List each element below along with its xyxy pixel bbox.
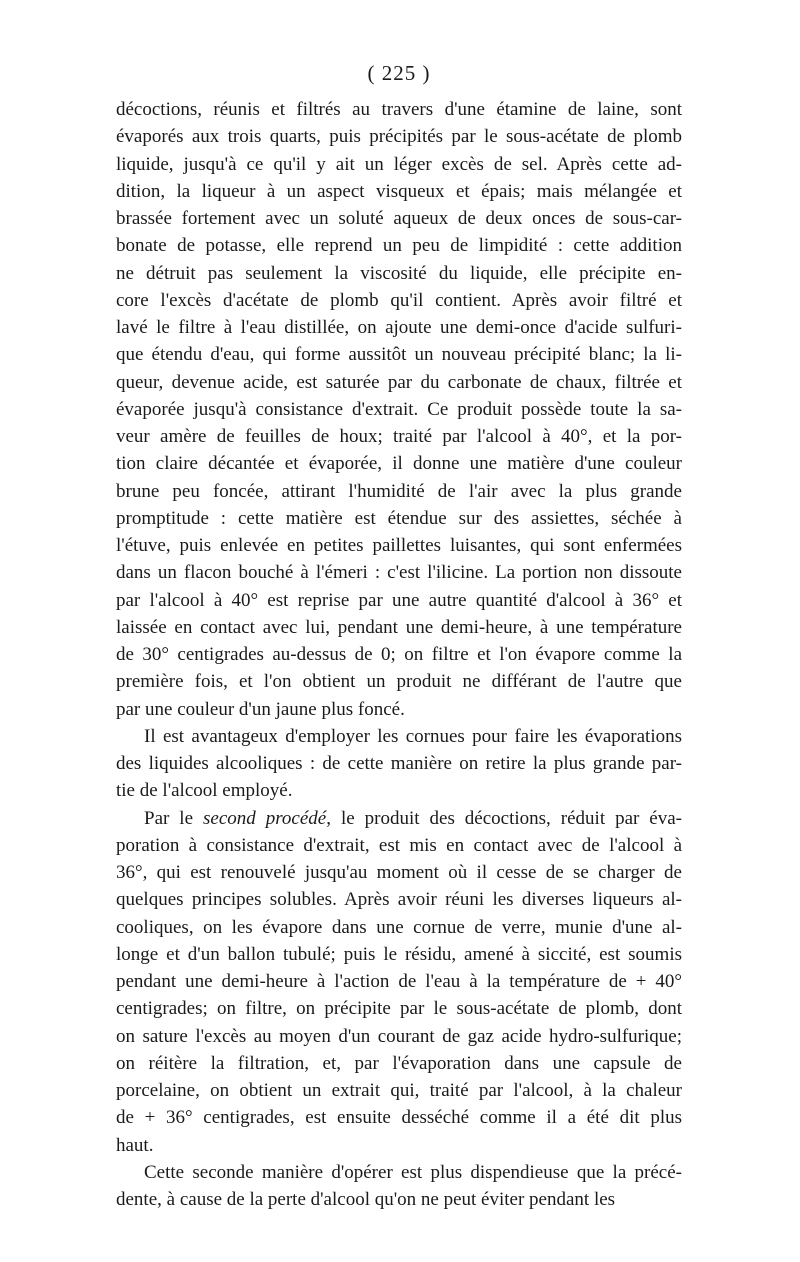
- paragraph: [116, 723, 682, 805]
- text-line: des liquides alcooliques : de cette manière on retire la plus grande par-: [116, 753, 682, 774]
- text-line: évaporée jusqu'à consistance d'extrait. Ce produit possède toute la sa-: [116, 398, 682, 420]
- text-line: lavé le filtre à l'eau distillée, on ajoute une demi-once d'acide sulfuri-: [116, 317, 682, 338]
- text-line: centigrades; on filtre, on précipite par le sous-acétate de plomb, dont: [116, 998, 682, 1020]
- text-line: core l'excès d'acétate de plomb qu'il contient. Après avoir filtré et: [116, 289, 682, 311]
- text-line: brune peu foncée, attirant l'humidité de l'air avec la plus grande: [116, 480, 682, 502]
- text-line: évaporés aux trois quarts, puis précipités par le sous-acétate de plomb: [116, 126, 682, 148]
- paragraph: [116, 1159, 682, 1214]
- text-line: Par le second procédé, le produit des décoctions, réduit par éva-: [144, 807, 683, 829]
- text-line: dition, la liqueur à un aspect visqueux et épais; mais mélangée et: [116, 180, 682, 202]
- text-line: on sature l'excès au moyen d'un courant de gaz acide hydro-sulfurique;: [116, 1025, 682, 1047]
- text-line: bonate de potasse, elle reprend un peu de limpidité : cette addition: [116, 235, 682, 257]
- text-line: de 30° centigrades au-dessus de 0; on filtre et l'on évapore comme la: [116, 644, 682, 665]
- text-line: de + 36° centigrades, est ensuite desséché comme il a été dit plus: [116, 1107, 682, 1129]
- text-line: l'étuve, puis enlevée en petites paillettes luisantes, qui sont enfermées: [116, 535, 682, 556]
- text-line: laissée en contact avec lui, pendant une demi-heure, à une température: [116, 616, 682, 638]
- text-line: Il est avantageux d'employer les cornues pour faire les évaporations: [144, 725, 682, 747]
- text-line: par une couleur d'un jaune plus foncé.: [116, 698, 405, 720]
- body-text: [116, 96, 682, 1213]
- text-line: Cette seconde manière d'opérer est plus dispendieuse que la précé-: [144, 1161, 682, 1183]
- text-line: liquide, jusqu'à ce qu'il y ait un léger excès de sel. Après cette ad-: [116, 153, 682, 175]
- text-line: dente, à cause de la perte d'alcool qu'on ne peut éviter pendant les: [116, 1189, 616, 1210]
- text-line: porcelaine, on obtient un extrait qui, traité par l'alcool, à la chaleur: [116, 1080, 682, 1101]
- text-line: promptitude : cette matière est étendue sur des assiettes, séchée à: [116, 507, 682, 529]
- text-line: haut.: [116, 1134, 154, 1156]
- text-line: poration à consistance d'extrait, est mis en contact avec de l'alcool à: [116, 834, 682, 856]
- book-page: [116, 58, 682, 1213]
- text-line: première fois, et l'on obtient un produit ne différant de l'autre que: [116, 671, 682, 693]
- text-line: queur, devenue acide, est saturée par du carbonate de chaux, filtrée et: [116, 371, 682, 393]
- text-line: tion claire décantée et évaporée, il donne une matière d'une couleur: [116, 453, 682, 475]
- text-line: par l'alcool à 40° est reprise par une autre quantité d'alcool à 36° et: [116, 589, 682, 611]
- text-line: brassée fortement avec un soluté aqueux de deux onces de sous-car-: [116, 208, 682, 229]
- paragraph: [116, 805, 682, 1159]
- text-line: dans un flacon bouché à l'émeri : c'est l'ilicine. La portion non dissoute: [116, 562, 682, 584]
- text-line: on réitère la filtration, et, par l'évaporation dans une capsule de: [116, 1052, 682, 1074]
- text-line: quelques principes solubles. Après avoir réuni les diverses liqueurs al-: [116, 889, 682, 911]
- text-line: ne détruit pas seulement la viscosité du liquide, elle précipite en-: [116, 262, 682, 284]
- text-line: longe et d'un ballon tubulé; puis le résidu, amené à siccité, est soumis: [116, 943, 682, 965]
- text-line: cooliques, on les évapore dans une cornue de verre, munie d'une al-: [116, 916, 682, 938]
- text-line: que étendu d'eau, qui forme aussitôt un nouveau précipité blanc; la li-: [116, 344, 682, 366]
- emphasized-term: second procédé: [203, 807, 327, 829]
- text-line: décoctions, réunis et filtrés au travers d'une étamine de laine, sont: [116, 99, 682, 120]
- text-line: pendant une demi-heure à l'action de l'eau à la température de + 40°: [116, 971, 682, 992]
- text-line: tie de l'alcool employé.: [116, 780, 293, 802]
- paragraph: [116, 96, 682, 723]
- text-line: 36°, qui est renouvelé jusqu'au moment où il cesse de se charger de: [116, 862, 682, 883]
- text-line: veur amère de feuilles de houx; traité par l'alcool à 40°, et la por-: [116, 426, 682, 447]
- page-number: ( 225 ): [367, 61, 431, 85]
